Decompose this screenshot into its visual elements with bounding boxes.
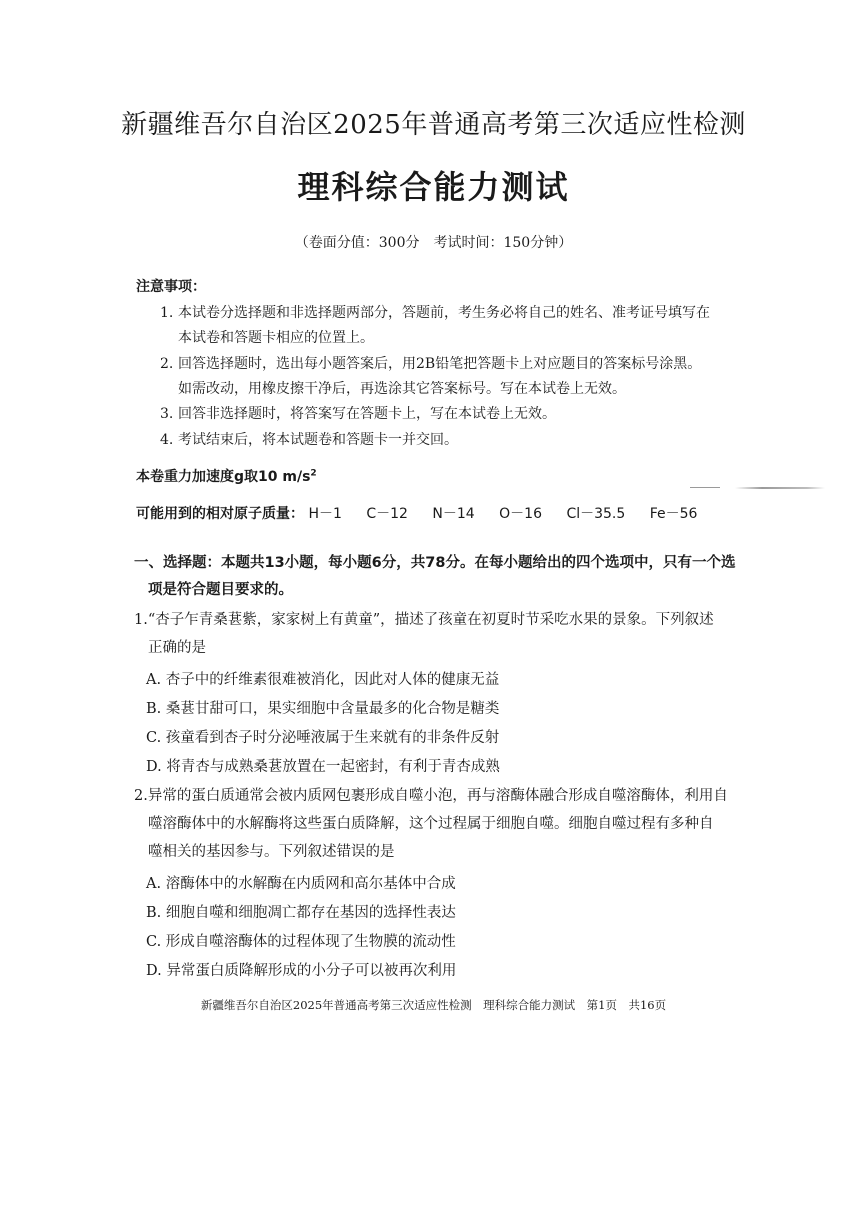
atomic-mass-value: Cl－35.5 bbox=[566, 506, 626, 522]
note-number: 2. bbox=[160, 356, 174, 372]
question-1-option-b: B. 桑葚甘甜可口，果实细胞中含量最多的化合物是糖类 bbox=[146, 701, 500, 717]
question-stem-line: 噬相关的基因参与。下列叙述错误的是 bbox=[148, 844, 395, 860]
section-heading-line: 项是符合题目要求的。 bbox=[148, 582, 293, 598]
gravity-exponent: 2 bbox=[310, 468, 317, 479]
note-item bbox=[160, 301, 760, 351]
note-text-cont: 本试卷和答题卡相应的位置上。 bbox=[178, 330, 374, 346]
page-footer: 新疆维吾尔自治区2025年普通高考第三次适应性检测 理科综合能力测试 第1页 共16页 bbox=[200, 998, 667, 1012]
exam-subtitle: 理科综合能力测试 bbox=[297, 168, 570, 206]
question-2-option-d: D. 异常蛋白质降解形成的小分子可以被再次利用 bbox=[146, 963, 457, 979]
atomic-mass-value: C－12 bbox=[366, 506, 408, 522]
question-1-option-d: D. 将青杏与成熟桑葚放置在一起密封，有利于青杏成熟 bbox=[146, 759, 500, 775]
question-stem-line: 正确的是 bbox=[148, 640, 206, 656]
scan-mark bbox=[735, 487, 825, 489]
atomic-mass-line bbox=[136, 503, 717, 523]
question-1-option-a: A. 杏子中的纤维素很难被消化，因此对人体的健康无益 bbox=[146, 672, 500, 688]
note-item bbox=[160, 352, 760, 402]
atomic-mass-label: 可能用到的相对原子质量： bbox=[136, 506, 304, 522]
atomic-mass-value: N－14 bbox=[432, 506, 475, 522]
question-2-option-a: A. 溶酶体中的水解酶在内质网和高尔基体中合成 bbox=[146, 876, 456, 892]
note-item bbox=[160, 428, 760, 453]
section-heading bbox=[134, 550, 754, 604]
notes-title: 注意事项： bbox=[136, 279, 206, 295]
section-heading-line: 一、选择题：本题共13小题，每小题6分，共78分。在每小题给出的四个选项中，只有一个选 bbox=[134, 555, 736, 571]
question-stem-line: 噬溶酶体中的水解酶将这些蛋白质降解，这个过程属于细胞自噬。细胞自噬过程有多种自 bbox=[148, 816, 714, 832]
gravity-text: 本卷重力加速度g取10 m/s bbox=[136, 469, 311, 485]
question-stem-line: 2.异常的蛋白质通常会被内质网包裹形成自噬小泡，再与溶酶体融合形成自噬溶酶体，利用自 bbox=[134, 788, 728, 804]
atomic-mass-value: Fe－56 bbox=[649, 506, 698, 522]
note-text: 回答选择题时，选出每小题答案后，用2B铅笔把答题卡上对应题目的答案标号涂黑。 bbox=[178, 356, 702, 372]
question-1-option-c: C. 孩童看到杏子时分泌唾液属于生来就有的非条件反射 bbox=[146, 730, 500, 746]
exam-info: （卷面分值：300分 考试时间：150分钟） bbox=[294, 235, 573, 251]
note-number: 4. bbox=[160, 432, 174, 448]
note-number: 1. bbox=[160, 305, 174, 321]
atomic-mass-value: O－16 bbox=[499, 506, 542, 522]
note-text: 考试结束后，将本试题卷和答题卡一并交回。 bbox=[178, 432, 458, 448]
question-2-option-b: B. 细胞自噬和细胞凋亡都存在基因的选择性表达 bbox=[146, 905, 456, 921]
gravity-note bbox=[136, 466, 317, 486]
question-2-option-c: C. 形成自噬溶酶体的过程体现了生物膜的流动性 bbox=[146, 934, 456, 950]
question-1-stem bbox=[134, 606, 754, 662]
exam-title: 新疆维吾尔自治区2025年普通高考第三次适应性检测 bbox=[121, 110, 746, 140]
note-text: 回答非选择题时，将答案写在答题卡上，写在本试卷上无效。 bbox=[178, 406, 556, 422]
note-text-cont: 如需改动，用橡皮擦干净后，再选涂其它答案标号。写在本试卷上无效。 bbox=[178, 381, 626, 397]
question-stem-line: 1.“杏子乍青桑葚紫，家家树上有黄童”，描述了孩童在初夏时节采吃水果的景象。下列叙述 bbox=[134, 612, 714, 628]
atomic-mass-value: H－1 bbox=[308, 506, 342, 522]
note-text: 本试卷分选择题和非选择题两部分，答题前，考生务必将自己的姓名、准考证号填写在 bbox=[178, 305, 710, 321]
note-item bbox=[160, 402, 760, 427]
scan-mark bbox=[690, 487, 720, 488]
question-2-stem bbox=[134, 782, 754, 866]
note-number: 3. bbox=[160, 406, 174, 422]
